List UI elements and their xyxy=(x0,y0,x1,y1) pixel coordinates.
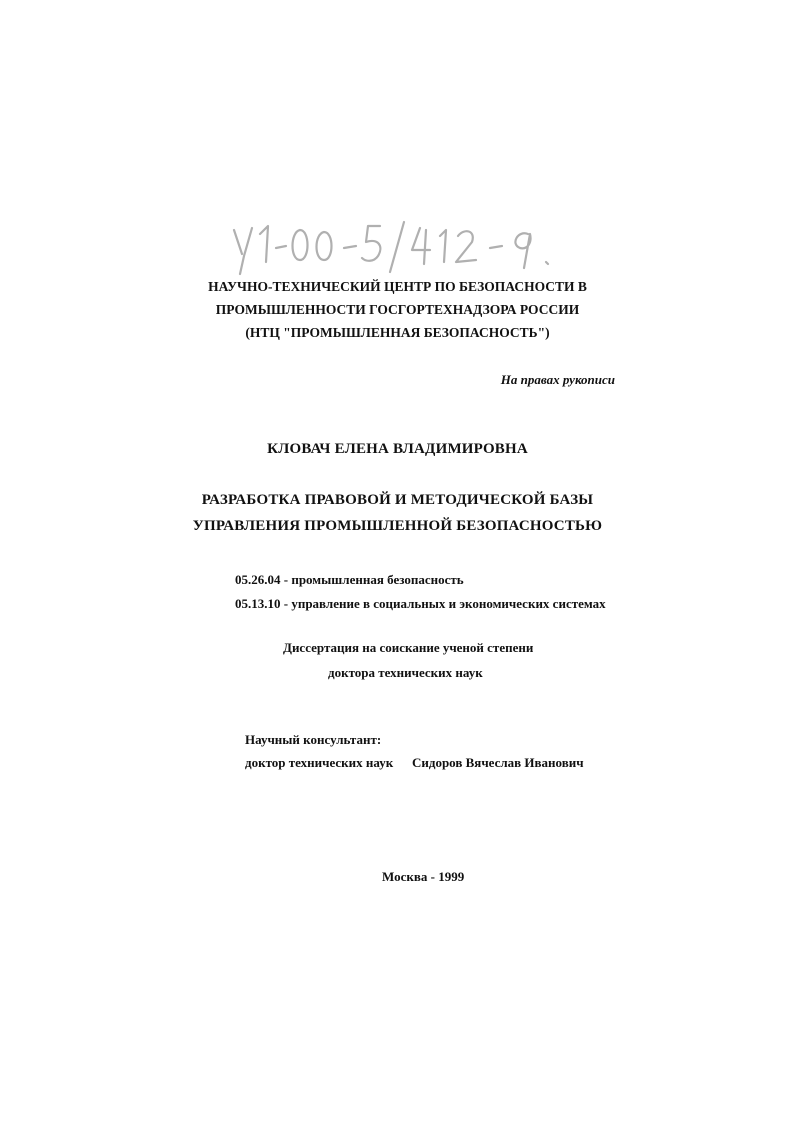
dissertation-title-line-2: УПРАВЛЕНИЯ ПРОМЫШЛЕННОЙ БЕЗОПАСНОСТЬЮ xyxy=(192,518,603,534)
author-name: КЛОВАЧ ЕЛЕНА ВЛАДИМИРОВНА xyxy=(267,441,528,457)
specialty-1: 05.26.04 - промышленная безопасность xyxy=(235,572,464,587)
consultant-name: Сидоров Вячеслав Иванович xyxy=(412,755,584,770)
organization-line-2: ПРОМЫШЛЕННОСТИ ГОСГОРТЕХНАДЗОРА РОССИИ xyxy=(215,302,580,317)
degree-line-1: Диссертация на соискание ученой степени xyxy=(283,640,534,655)
manuscript-note: На правах рукописи xyxy=(500,372,615,387)
dissertation-title-line-1: РАЗРАБОТКА ПРАВОВОЙ И МЕТОДИЧЕСКОЙ БАЗЫ xyxy=(201,492,594,508)
organization-line-1: НАУЧНО-ТЕХНИЧЕСКИЙ ЦЕНТР ПО БЕЗОПАСНОСТИ В xyxy=(208,279,587,294)
place-year: Москва - 1999 xyxy=(382,869,465,884)
handwritten-archive-mark xyxy=(228,212,588,282)
consultant-degree: доктор технических наук xyxy=(245,755,394,770)
degree-line-2: доктора технических наук xyxy=(328,665,483,680)
consultant-label: Научный консультант: xyxy=(245,732,382,747)
specialty-2: 05.13.10 - управление в социальных и экономических системах xyxy=(235,596,606,611)
organization-line-3: (НТЦ "ПРОМЫШЛЕННАЯ БЕЗОПАСНОСТЬ") xyxy=(245,325,550,340)
